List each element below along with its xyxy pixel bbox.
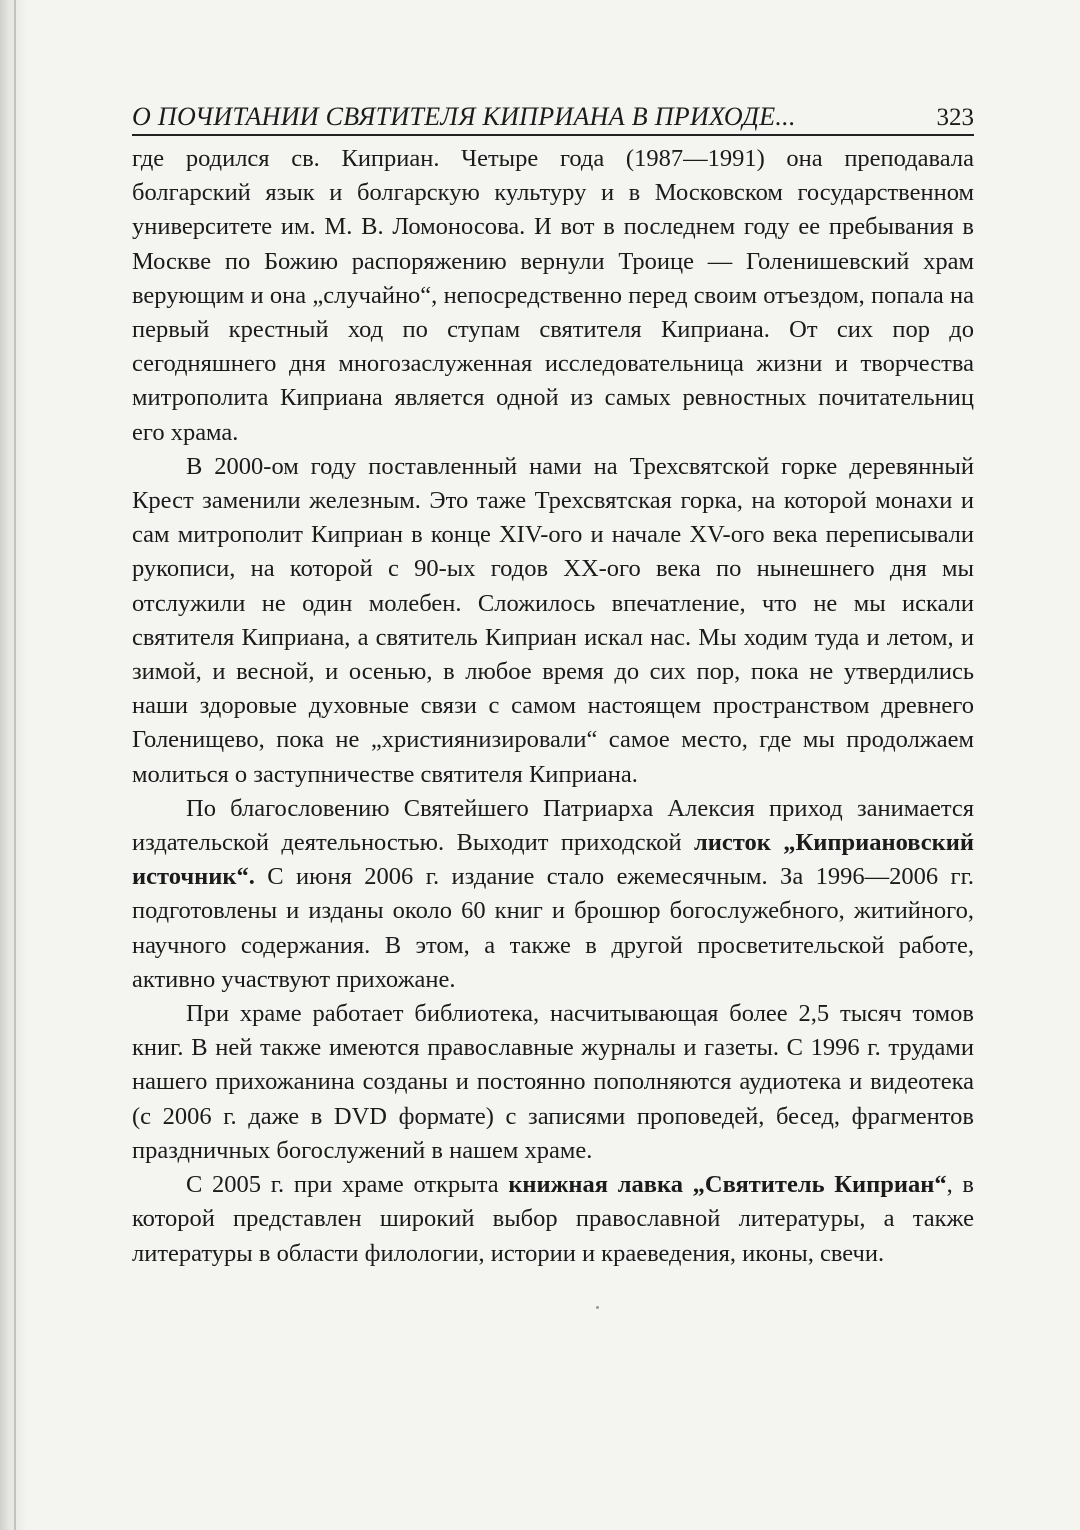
paragraph-5	[132, 1168, 974, 1271]
bold-title-leaflet: листок „Киприановский источник“.	[132, 829, 975, 891]
running-header	[132, 86, 974, 136]
body-text	[132, 142, 974, 1271]
text-run: С июня 2006 г. издание стало ежемесячным. За 1996—2006 гг. подготовлены и изданы около 60 книг и брошюр богослужебного, житийного, научного содержания. В этом, а также в другой просветительской работе, активно участвуют прихожане.	[132, 863, 974, 993]
book-binding-fold	[14, 0, 16, 1530]
text-run: , в которой представлен широкий выбор православной литературы, а также литературы в области филологии, истории и краеведения, иконы, свечи.	[132, 1171, 974, 1267]
text-run: С 2005 г. при храме открыта	[186, 1171, 509, 1199]
running-title: О ПОЧИТАНИИ СВЯТИТЕЛЯ КИПРИАНА В ПРИХОДЕ...	[132, 102, 796, 131]
book-page	[132, 86, 974, 1271]
paragraph-4	[132, 997, 974, 1168]
paper-speck	[596, 1306, 599, 1309]
page-number: 323	[936, 104, 974, 131]
paragraph-1	[132, 142, 974, 450]
text-run: По благословению Святейшего Патриарха Алексия приход занимается издательской деятельностью. Выходит приходской	[132, 794, 974, 857]
text-run: В 2000-ом году поставленный нами на Трехсвятской горке деревянный Крест заменили железным. Это таже Трехсвятская горка, на которой монахи и сам митрополит Киприан в конце XIV-ого и начале XV-ого века переписывали рукописи, на которой с 90-ых годов XX-ого века по нынешнего дня мы отслужили не один молебен. Сложилось впечатление, что не мы искали святителя Киприана, а святитель Киприан искал нас. Мы ходим туда и летом, и зимой, и весной, и осенью, в любое время до сих пор, пока не утвердились наши здоровые духовные связи с самом настоящем пространством древнего Голенищево, пока не „християнизировали“ самое место, где мы продолжаем молиться о заступничестве святителя Киприана.	[132, 452, 974, 788]
text-run: При храме работает библиотека, насчитывающая более 2,5 тысяч томов книг. В ней также имеются православные журналы и газеты. С 1996 г. трудами нашего прихожанина созданы и постоянно пополняются аудиотека и видеотека (с 2006 г. даже в DVD формате) с записями проповедей, бесед, фрагментов праздничных богослужений в нашем храме.	[132, 1000, 974, 1164]
bold-title-bookshop: книжная лавка „Святитель Киприан“	[508, 1171, 947, 1199]
paragraph-3	[132, 792, 974, 997]
paragraph-2	[132, 450, 974, 792]
book-binding-shadow	[0, 0, 26, 1530]
text-run: где родился св. Киприан. Четыре года (1987—1991) она преподавала болгарский язык и болгарскую культуру и в Московском государственном университете им. М. В. Ломоносова. И вот в последнем году ее пребывания в Москве по Божию распоряжению вернули Троице — Голенишевский храм верующим и она „случайно“, непосредственно перед своим отъездом, попала на первый крестный ход по ступам святителя Киприана. От сих пор до сегодняшнего дня многозаслуженная исследовательница жизни и творчества митрополита Киприана является одной из самых ревностных почитательниц его храма.	[132, 145, 974, 446]
